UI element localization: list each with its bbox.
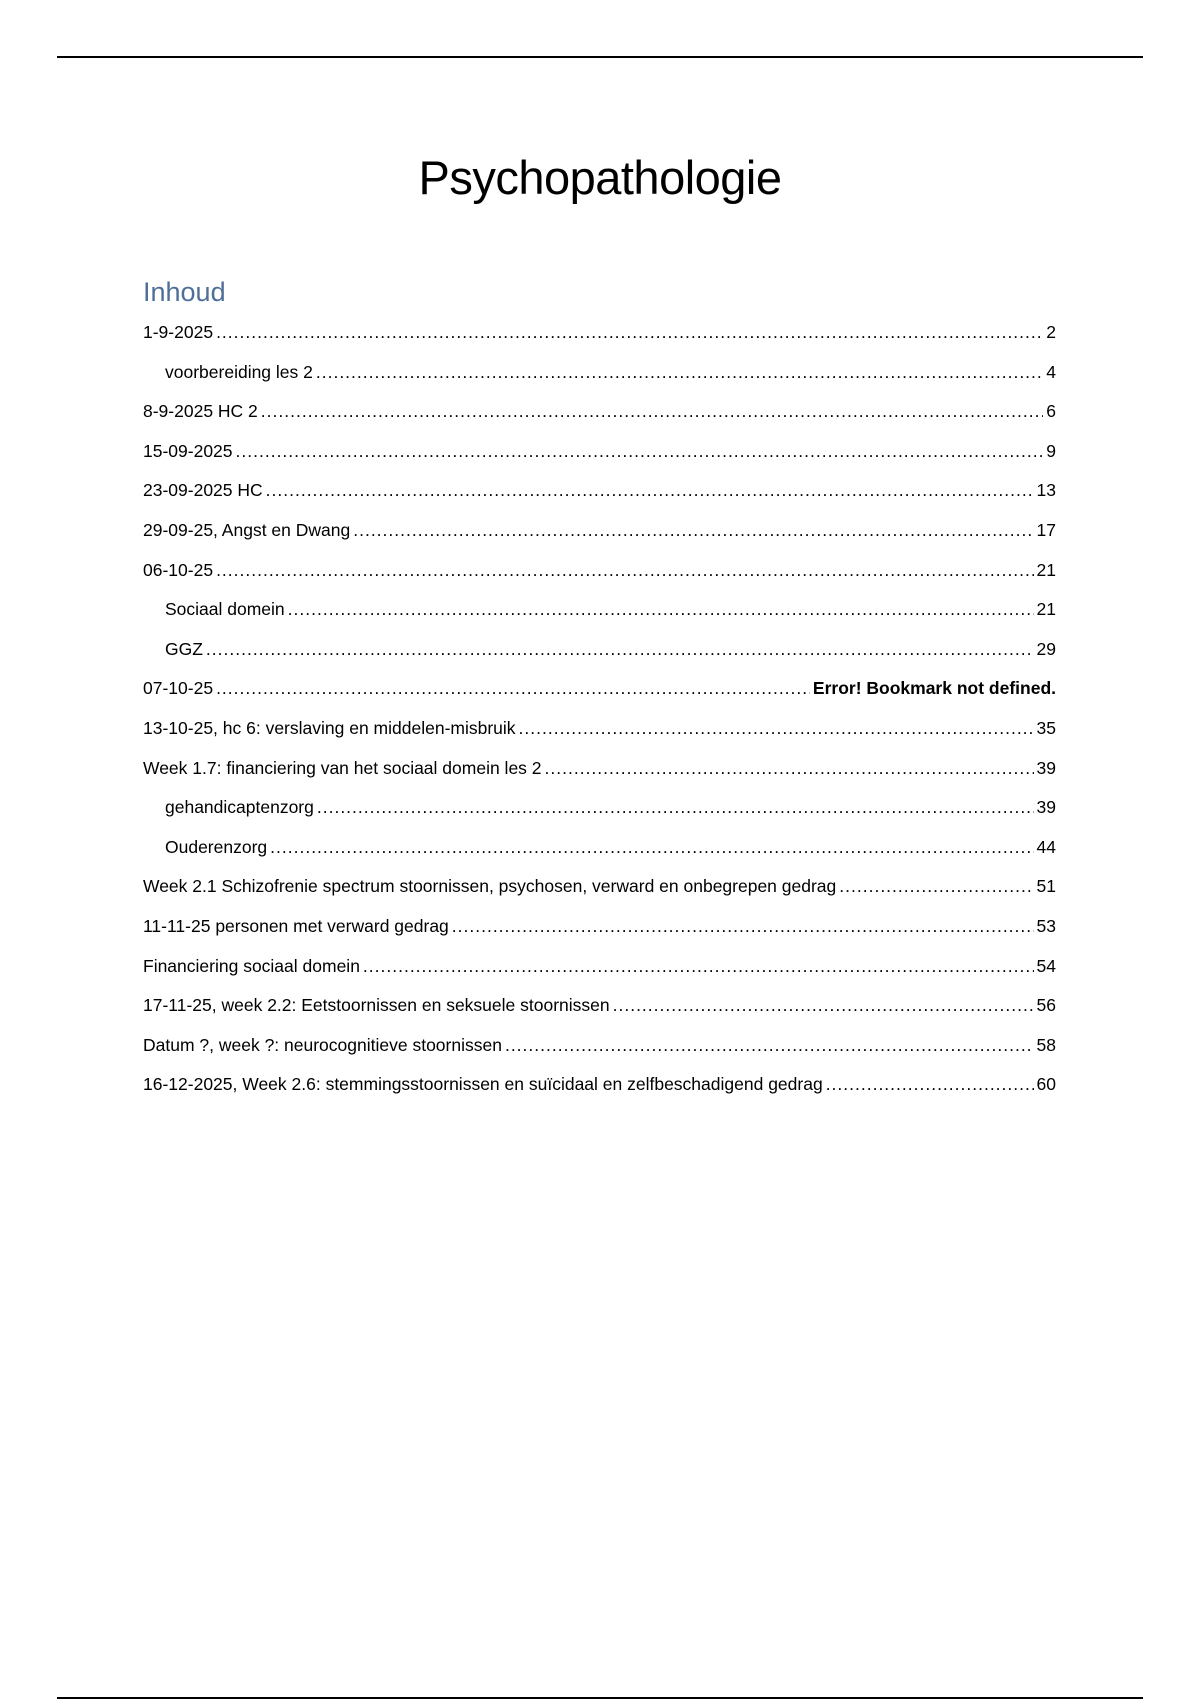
toc-entry[interactable]	[143, 788, 1056, 828]
toc-entry-page-number[interactable]: 53	[1036, 915, 1056, 936]
toc-entry-page-number[interactable]: 58	[1036, 1034, 1056, 1055]
toc-entry-page-number[interactable]: 6	[1046, 401, 1056, 422]
toc-entry[interactable]	[143, 432, 1056, 472]
toc-entry-label[interactable]: Week 2.1 Schizofrenie spectrum stoornissen, psychosen, verward en onbegrepen gedrag	[143, 876, 837, 897]
toc-heading: Inhoud	[143, 277, 226, 307]
toc-entry-page-number[interactable]: 35	[1036, 717, 1056, 738]
toc-entry-label[interactable]: Financiering sociaal domein	[143, 955, 360, 976]
toc-entry-label[interactable]: Sociaal domein	[165, 599, 285, 620]
toc-entry-page-number[interactable]: 51	[1036, 876, 1056, 897]
toc-entry-label[interactable]: 8-9-2025 HC 2	[143, 401, 258, 422]
toc-entry[interactable]	[143, 511, 1056, 551]
toc-entry-label[interactable]: 29-09-25, Angst en Dwang	[143, 519, 351, 540]
toc-entry-page-number[interactable]: 39	[1036, 757, 1056, 778]
toc-entry-label[interactable]: Week 1.7: financiering van het sociaal domein les 2	[143, 757, 542, 778]
toc-entry-label[interactable]: voorbereiding les 2	[165, 361, 313, 382]
toc-entry[interactable]	[143, 867, 1056, 907]
toc-entry-label[interactable]: 1-9-2025	[143, 322, 214, 342]
toc-dot-leader	[270, 828, 1033, 868]
toc-entry-page-number[interactable]: 13	[1036, 480, 1056, 501]
toc-entry[interactable]	[143, 551, 1056, 591]
toc-entry[interactable]	[143, 630, 1056, 670]
toc-entry-page-number[interactable]: 4	[1046, 361, 1056, 382]
toc-entry[interactable]	[143, 471, 1056, 511]
toc-entry[interactable]	[143, 353, 1056, 393]
toc-entry-page-number[interactable]: 60	[1036, 1074, 1056, 1095]
toc-dot-leader	[613, 986, 1034, 1026]
toc-dot-leader	[452, 907, 1034, 947]
toc-dot-leader	[839, 867, 1033, 907]
toc-entry[interactable]	[143, 313, 1056, 353]
toc-entry-page-number[interactable]: 54	[1036, 955, 1056, 976]
toc-dot-leader	[216, 551, 1033, 591]
toc-dot-leader	[316, 353, 1043, 393]
toc-entry[interactable]	[143, 749, 1056, 789]
toc-entry[interactable]	[143, 392, 1056, 432]
toc-entry-label[interactable]: GGZ	[165, 638, 203, 659]
toc-dot-leader	[266, 471, 1034, 511]
toc-dot-leader	[363, 947, 1034, 987]
toc-entry-page-number[interactable]: 44	[1036, 836, 1056, 857]
toc-entry-page-number[interactable]: 21	[1036, 559, 1056, 580]
toc-dot-leader	[353, 511, 1033, 551]
toc-dot-leader	[216, 313, 1043, 353]
table-of-contents	[143, 313, 1056, 1105]
footer-rule	[57, 1697, 1143, 1699]
toc-entry-page-number[interactable]: 9	[1046, 440, 1056, 461]
toc-entry-page-number[interactable]: 39	[1036, 797, 1056, 818]
toc-entry-label[interactable]: 15-09-2025	[143, 440, 233, 461]
toc-entry[interactable]	[143, 986, 1056, 1026]
toc-entry[interactable]	[143, 590, 1056, 630]
toc-entry-page-number[interactable]: 17	[1036, 519, 1056, 540]
toc-entry[interactable]	[143, 947, 1056, 987]
toc-entry-error[interactable]: Error! Bookmark not defined.	[812, 678, 1056, 699]
toc-entry[interactable]	[143, 1065, 1056, 1105]
toc-entry-page-number[interactable]: 29	[1036, 638, 1056, 659]
toc-entry-label[interactable]: 16-12-2025, Week 2.6: stemmingsstoornissen en suïcidaal en zelfbeschadigend gedrag	[143, 1074, 823, 1095]
toc-dot-leader	[826, 1065, 1034, 1105]
toc-entry-label[interactable]: 17-11-25, week 2.2: Eetstoornissen en seksuele stoornissen	[143, 995, 610, 1016]
toc-dot-leader	[545, 749, 1034, 789]
toc-dot-leader	[216, 669, 810, 709]
toc-entry-label[interactable]: 07-10-25	[143, 678, 214, 699]
toc-entry-label[interactable]: 13-10-25, hc 6: verslaving en middelen-misbruik	[143, 717, 516, 738]
toc-dot-leader	[261, 392, 1043, 432]
toc-entry[interactable]	[143, 907, 1056, 947]
header-rule	[57, 56, 1143, 58]
toc-dot-leader	[206, 630, 1034, 670]
toc-entry[interactable]	[143, 828, 1056, 868]
toc-entry[interactable]	[143, 1026, 1056, 1066]
document-title: Psychopathologie	[418, 151, 782, 204]
toc-entry-page-number[interactable]: 56	[1036, 995, 1056, 1016]
toc-dot-leader	[236, 432, 1044, 472]
toc-entry-page-number[interactable]: 21	[1036, 599, 1056, 620]
toc-entry[interactable]	[143, 709, 1056, 749]
toc-dot-leader	[317, 788, 1034, 828]
toc-entry-label[interactable]: gehandicaptenzorg	[165, 797, 314, 818]
toc-entry[interactable]	[143, 669, 1056, 709]
toc-entry-label[interactable]: 11-11-25 personen met verward gedrag	[143, 915, 449, 936]
toc-entry-label[interactable]: 23-09-2025 HC	[143, 480, 263, 501]
toc-dot-leader	[519, 709, 1034, 749]
toc-entry-label[interactable]: 06-10-25	[143, 559, 214, 580]
toc-dot-leader	[505, 1026, 1034, 1066]
toc-entry-label[interactable]: Datum ?, week ?: neurocognitieve stoornissen	[143, 1034, 502, 1055]
toc-dot-leader	[288, 590, 1034, 630]
toc-entry-label[interactable]: Ouderenzorg	[165, 836, 268, 857]
toc-entry-page-number[interactable]: 2	[1046, 322, 1056, 342]
